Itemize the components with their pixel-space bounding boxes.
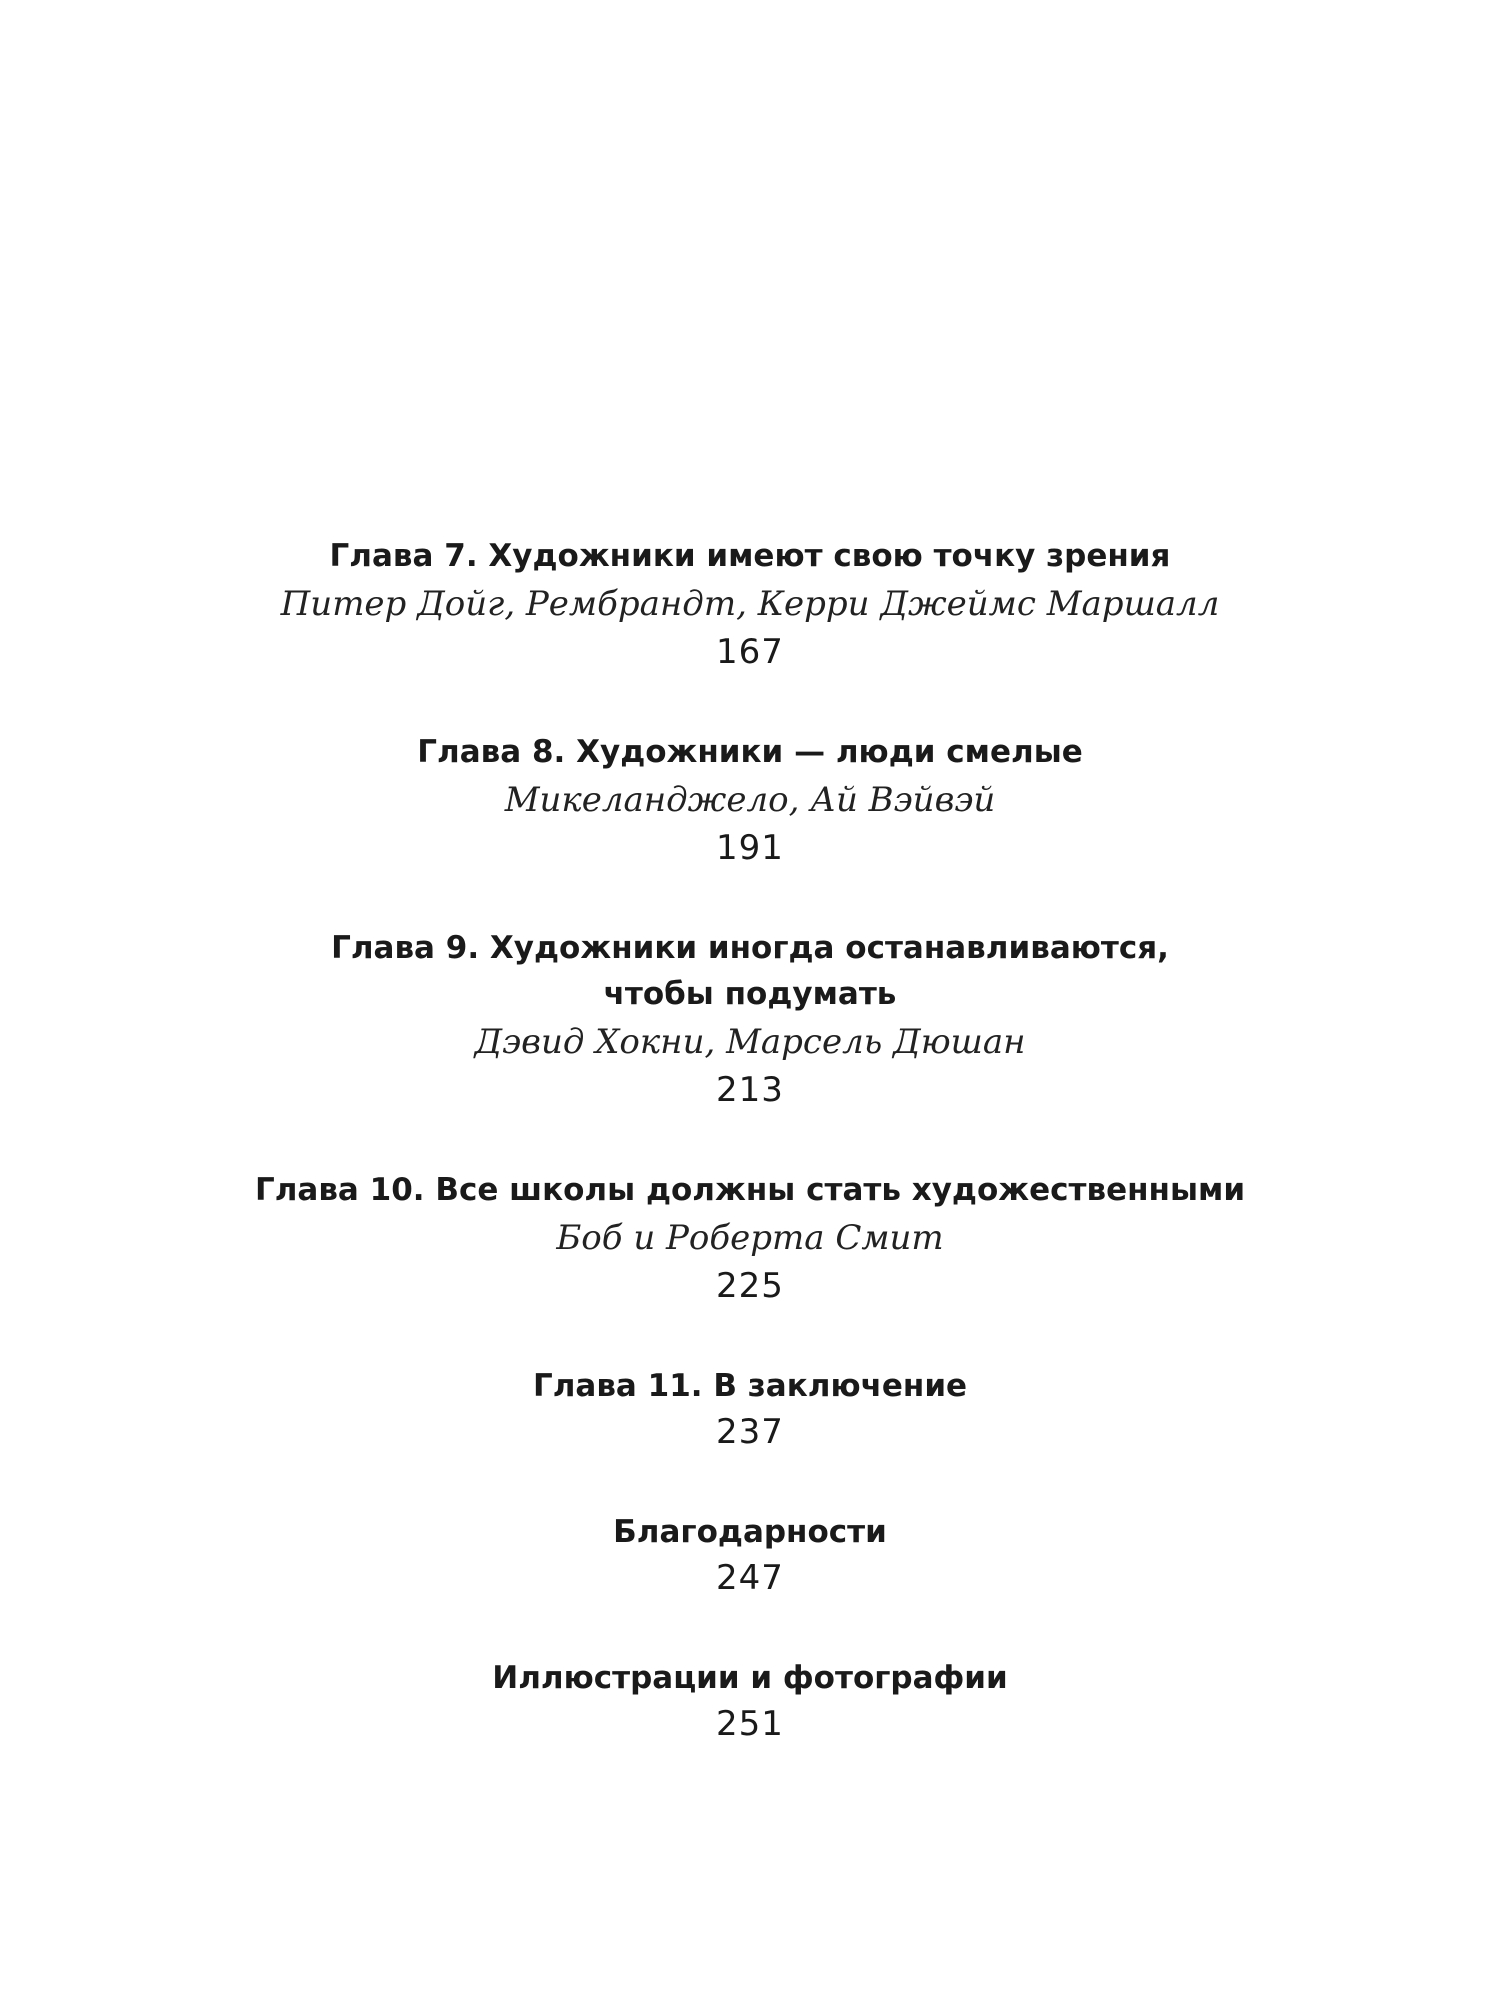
toc-entry-chapter-11 (0, 1363, 1500, 1455)
page-number: 225 (716, 1266, 784, 1306)
chapter-title-continued: чтобы подумать (603, 976, 897, 1012)
toc-entry-acknowledgements (0, 1509, 1500, 1601)
chapter-title: Глава 10. Все школы должны стать художественными (254, 1172, 1246, 1208)
chapter-authors: Питер Дойг, Рембрандт, Керри Джеймс Маршалл (280, 584, 1220, 624)
chapter-title: Глава 11. В заключение (532, 1368, 968, 1404)
chapter-authors: Боб и Роберта Смит (556, 1218, 944, 1258)
section-title: Иллюстрации и фотографии (492, 1660, 1008, 1696)
page-number: 213 (716, 1070, 784, 1110)
page-number: 251 (716, 1704, 784, 1744)
toc-entry-chapter-9 (0, 925, 1500, 1113)
page-number: 237 (716, 1412, 784, 1452)
chapter-title: Глава 8. Художники — люди смелые (417, 734, 1083, 770)
toc-entry-illustrations (0, 1655, 1500, 1747)
page-number: 167 (716, 632, 784, 672)
section-title: Благодарности (613, 1514, 887, 1550)
table-of-contents (0, 533, 1500, 1747)
page-number: 247 (716, 1558, 784, 1598)
page-number: 191 (716, 828, 784, 868)
toc-entry-chapter-7 (0, 533, 1500, 675)
chapter-title: Глава 9. Художники иногда останавливаются, (331, 930, 1169, 966)
chapter-authors: Дэвид Хокни, Марсель Дюшан (474, 1022, 1026, 1062)
toc-entry-chapter-10 (0, 1167, 1500, 1309)
chapter-authors: Микеланджело, Ай Вэйвэй (504, 780, 996, 820)
toc-entry-chapter-8 (0, 729, 1500, 871)
chapter-title: Глава 7. Художники имеют свою точку зрения (329, 538, 1171, 574)
